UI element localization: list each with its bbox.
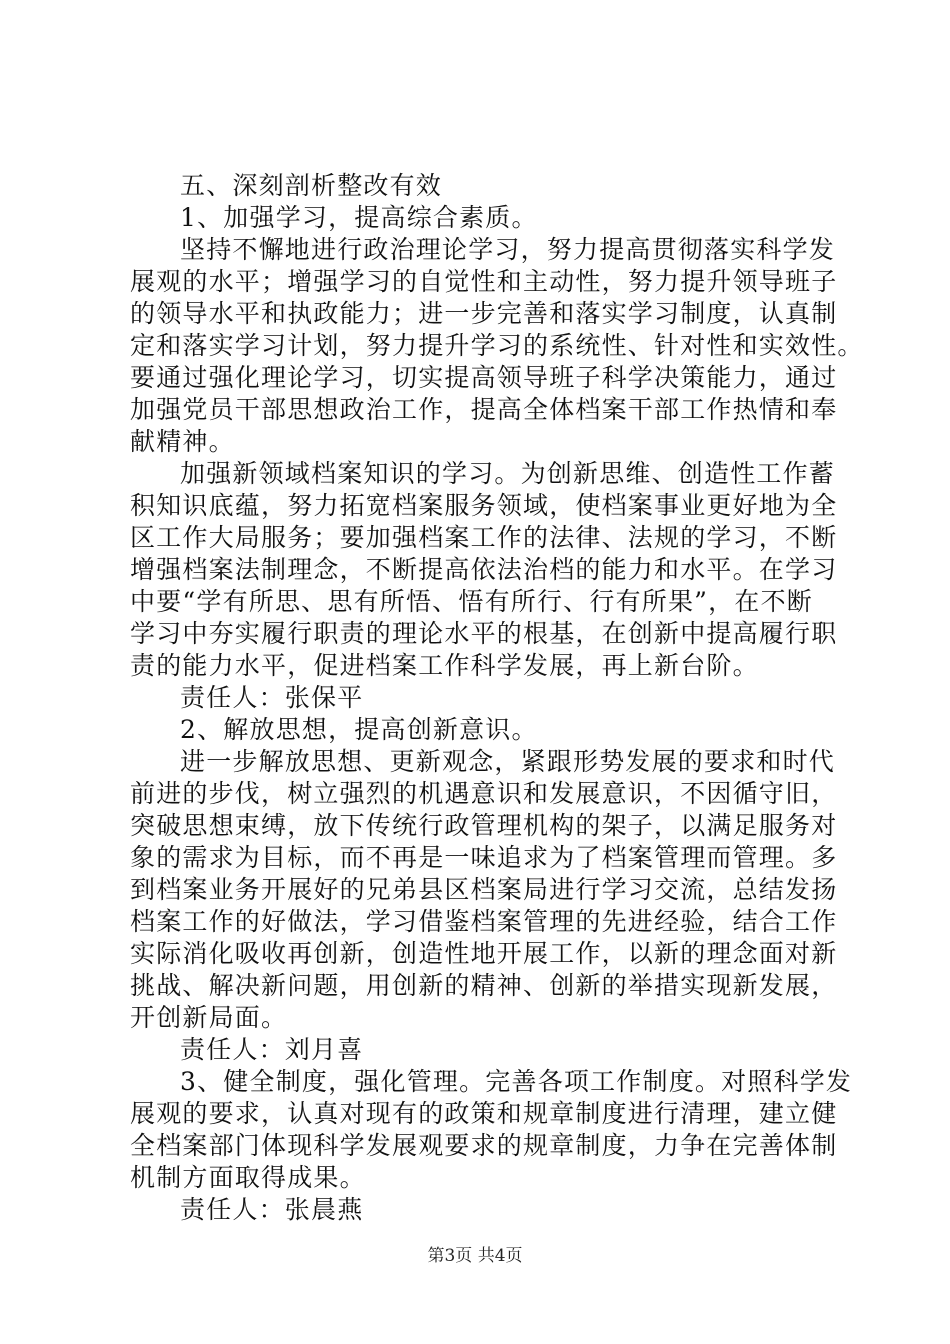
text-line: 突破思想束缚，放下传统行政管理机构的架子，以满足服务对 <box>130 811 838 840</box>
text-line: 全档案部门体现科学发展观要求的规章制度，力争在完善体制 <box>130 1131 838 1160</box>
text-line: 开创新局面。 <box>130 1003 288 1032</box>
text-line: 区工作大局服务；要加强档案工作的法律、法规的学习，不断 <box>130 523 838 552</box>
text-line: 加强党员干部思想政治工作，提高全体档案干部工作热情和奉 <box>130 395 838 424</box>
text-line: 学习中夯实履行职责的理论水平的根基，在创新中提高履行职 <box>130 619 838 648</box>
page-footer: 第3页 共4页 <box>427 1246 523 1266</box>
text-line: 展观的要求，认真对现有的政策和规章制度进行清理，建立健 <box>130 1099 838 1128</box>
text-line: 实际消化吸收再创新，创造性地开展工作，以新的理念面对新 <box>130 939 838 968</box>
text-line: 责任人：张保平 <box>180 683 364 712</box>
text-line: 要通过强化理论学习，切实提高领导班子科学决策能力，通过 <box>130 363 838 392</box>
text-line: 1、加强学习，提高综合素质。 <box>180 203 538 232</box>
text-line: 2、解放思想，提高创新意识。 <box>180 715 538 744</box>
text-line: 五、深刻剖析整改有效 <box>180 171 443 200</box>
text-line: 档案工作的好做法，学习借鉴档案管理的先进经验，结合工作 <box>130 907 838 936</box>
text-line: 象的需求为目标，而不再是一味追求为了档案管理而管理。多 <box>130 843 838 872</box>
text-line: 增强档案法制理念，不断提高依法治档的能力和水平。在学习 <box>130 555 838 584</box>
text-line: 责的能力水平，促进档案工作科学发展，再上新台阶。 <box>130 651 759 680</box>
text-line: 3、健全制度，强化管理。完善各项工作制度。对照科学发 <box>180 1067 853 1096</box>
text-line: 进一步解放思想、更新观念，紧跟形势发展的要求和时代 <box>180 747 836 776</box>
text-line: 加强新领域档案知识的学习。为创新思维、创造性工作蓄 <box>180 459 836 488</box>
text-line: 坚持不懈地进行政治理论学习，努力提高贯彻落实科学发 <box>180 235 836 264</box>
text-line: 展观的水平；增强学习的自觉性和主动性，努力提升领导班子 <box>130 267 838 296</box>
text-line: 积知识底蕴，努力拓宽档案服务领域，使档案事业更好地为全 <box>130 491 838 520</box>
text-line: 责任人：张晨燕 <box>180 1195 364 1224</box>
text-line: 到档案业务开展好的兄弟县区档案局进行学习交流，总结发扬 <box>130 875 838 904</box>
text-line: 挑战、解决新问题，用创新的精神、创新的举措实现新发展， <box>130 971 838 1000</box>
text-line: 机制方面取得成果。 <box>130 1163 366 1192</box>
text-line: 责任人：刘月喜 <box>180 1035 364 1064</box>
document-body <box>130 170 864 1226</box>
text-line: 献精神。 <box>130 427 235 456</box>
text-line: 前进的步伐，树立强烈的机遇意识和发展意识，不因循守旧， <box>130 779 838 808</box>
text-line: 中要“学有所思、思有所悟、悟有所行、行有所果”，在不断 <box>130 587 813 616</box>
text-line: 定和落实学习计划，努力提升学习的系统性、针对性和实效性。 <box>130 331 864 360</box>
text-line: 的领导水平和执政能力；进一步完善和落实学习制度，认真制 <box>130 299 838 328</box>
